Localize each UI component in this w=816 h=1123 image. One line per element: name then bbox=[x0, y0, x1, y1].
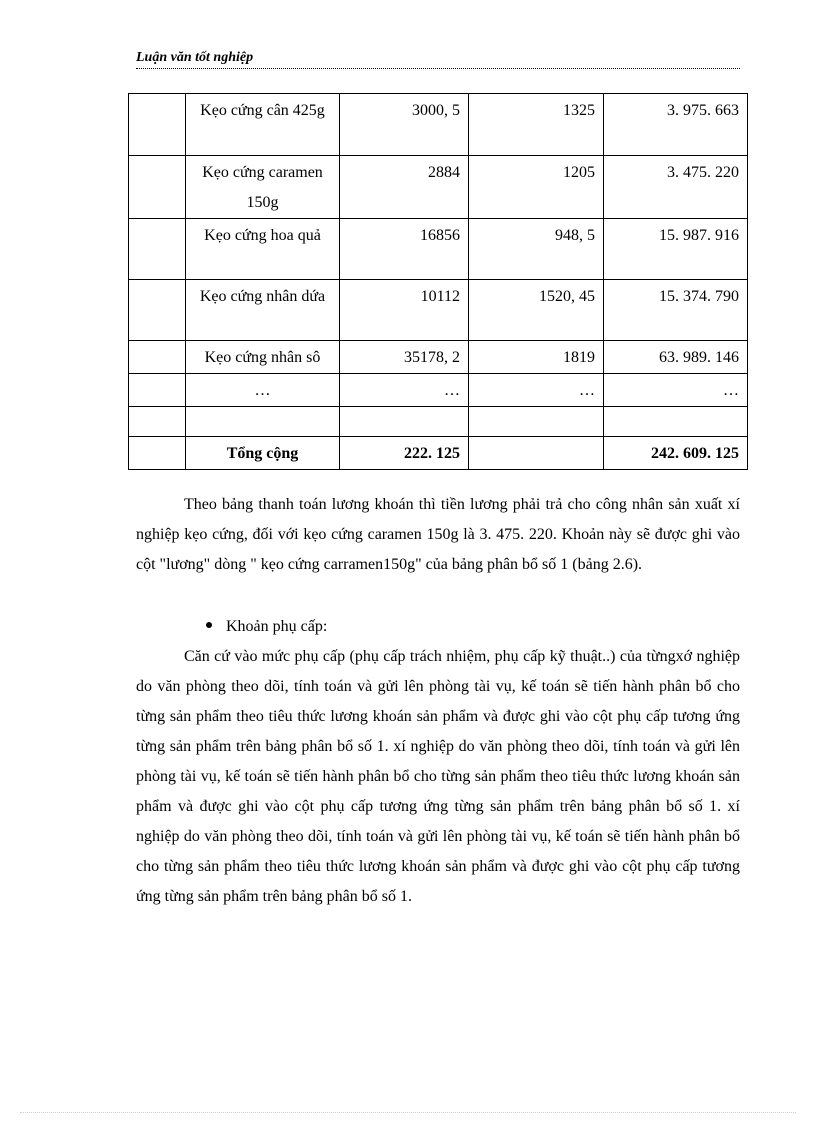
table-cell-quantity: 35178, 2 bbox=[340, 341, 469, 374]
table-cell-quantity: … bbox=[340, 374, 469, 407]
table-row bbox=[129, 407, 748, 437]
table-cell-index bbox=[129, 219, 186, 280]
table-row bbox=[129, 94, 748, 156]
table-cell-quantity: 3000, 5 bbox=[340, 94, 469, 156]
table-cell-quantity: 2884 bbox=[340, 156, 469, 219]
table-cell-quantity: 16856 bbox=[340, 219, 469, 280]
header-title: Luận văn tốt nghiệp bbox=[136, 50, 254, 65]
table-cell-total-quantity: 222. 125 bbox=[340, 437, 469, 470]
table-cell-unit-price: 948, 5 bbox=[469, 219, 604, 280]
paragraph-wage-explanation: Theo bảng thanh toán lương khoán thì tiền lương phải trả cho công nhân sản xuất xí nghiệp kẹo cứng, đối với kẹo cứng caramen 150g là 3. 475. 220. Khoản này sẽ được ghi vào cột "lương" dòng " kẹo cứng carramen150g" của bảng phân bổ số 1 (bảng 2.6). bbox=[136, 496, 740, 573]
table-cell-unit-price: 1520, 45 bbox=[469, 280, 604, 341]
bullet-allowance bbox=[206, 612, 327, 642]
table-cell-product: Kẹo cứng nhân dứa bbox=[186, 280, 340, 341]
table-cell-unit-price bbox=[469, 407, 604, 437]
table-cell-unit-price bbox=[469, 437, 604, 470]
table-cell-amount: 15. 374. 790 bbox=[604, 280, 748, 341]
table-row bbox=[129, 374, 748, 407]
table-cell-product: … bbox=[186, 374, 340, 407]
table-row bbox=[129, 156, 748, 219]
table-row bbox=[129, 280, 748, 341]
bullet-dot-icon bbox=[206, 622, 212, 628]
table-total-row bbox=[129, 437, 748, 470]
table-cell-quantity bbox=[340, 407, 469, 437]
table-row bbox=[129, 341, 748, 374]
footer-divider bbox=[20, 1112, 796, 1113]
table-row bbox=[129, 219, 748, 280]
wage-table bbox=[128, 93, 748, 470]
table-cell-quantity: 10112 bbox=[340, 280, 469, 341]
table-cell-amount: 15. 987. 916 bbox=[604, 219, 748, 280]
bullet-text: Khoản phụ cấp: bbox=[226, 618, 328, 635]
table-cell-product: Kẹo cứng cân 425g bbox=[186, 94, 340, 156]
table-cell-amount: 3. 475. 220 bbox=[604, 156, 748, 219]
table-cell-product: Kẹo cứng hoa quả bbox=[186, 219, 340, 280]
table-cell-amount bbox=[604, 407, 748, 437]
table-cell-unit-price: 1819 bbox=[469, 341, 604, 374]
table-cell-index bbox=[129, 374, 186, 407]
table-cell-amount: … bbox=[604, 374, 748, 407]
table-cell-amount: 3. 975. 663 bbox=[604, 94, 748, 156]
table-cell-index bbox=[129, 437, 186, 470]
table-cell-index bbox=[129, 407, 186, 437]
table-cell-unit-price: … bbox=[469, 374, 604, 407]
table-cell-index bbox=[129, 94, 186, 156]
table-cell-index bbox=[129, 280, 186, 341]
table-cell-unit-price: 1325 bbox=[469, 94, 604, 156]
table-cell-product: Kẹo cứng nhân sô bbox=[186, 341, 340, 374]
paragraph-allowance: Căn cứ vào mức phụ cấp (phụ cấp trách nhiệm, phụ cấp kỹ thuật..) của từngxớ nghiệp do văn phòng theo dõi, tính toán và gửi lên phòng tài vụ, kế toán sẽ tiến hành phân bổ cho từng sản phẩm theo tiêu thức lương khoán sản phẩm và được ghi vào cột phụ cấp tương ứng từng sản phẩm trên bảng phân bổ số 1. xí nghiệp do văn phòng theo dõi, tính toán và gửi lên phòng tài vụ, kế toán sẽ tiến hành phân bổ cho từng sản phẩm theo tiêu thức lương khoán sản phẩm và được ghi vào cột phụ cấp tương ứng từng sản phẩm trên bảng phân bổ số 1. xí nghiệp do văn phòng theo dõi, tính toán và gửi lên phòng tài vụ, kế toán sẽ tiến hành phân bổ cho từng sản phẩm theo tiêu thức lương khoán sản phẩm và được ghi vào cột phụ cấp tương ứng từng sản phẩm trên bảng phân bổ số 1. bbox=[136, 648, 740, 905]
table-cell-total-amount: 242. 609. 125 bbox=[604, 437, 748, 470]
table-cell-amount: 63. 989. 146 bbox=[604, 341, 748, 374]
table-cell-unit-price: 1205 bbox=[469, 156, 604, 219]
table-cell-product bbox=[186, 407, 340, 437]
page-header bbox=[136, 48, 740, 69]
table-cell-total-label: Tổng cộng bbox=[186, 437, 340, 470]
table-cell-index bbox=[129, 156, 186, 219]
table-cell-index bbox=[129, 341, 186, 374]
table-cell-product: Kẹo cứng caramen 150g bbox=[186, 156, 340, 219]
